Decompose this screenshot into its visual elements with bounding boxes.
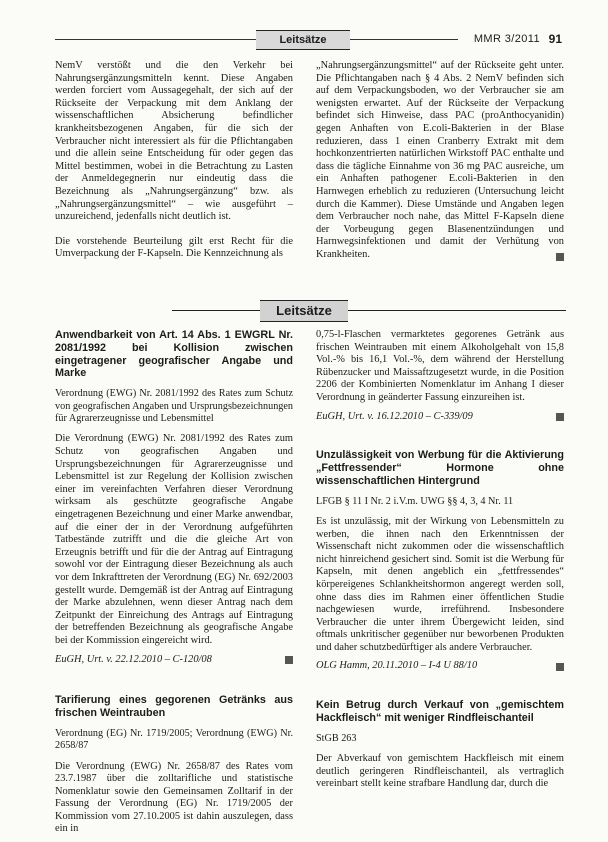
article-4-body: Der Abverkauf von gemischtem Hackfleisch mit einem deutlich geringeren Rindfleischanteil, als vertraglich vereinbart stellt keine strafbare Handlung dar, durch die (316, 753, 564, 790)
article-4-law: StGB 263 (316, 732, 357, 744)
article-2-continuation (316, 329, 564, 423)
article-4-title: Kein Betrug durch Verkauf von „gemischtem Hackfleisch“ mit weniger Rindfleischanteil (316, 699, 564, 724)
article-end-marker (556, 253, 564, 261)
article-1-body: Die Verordnung (EWG) Nr. 2081/1992 des Rates zum Schutz von geografischen Angaben und Ursprungsbezeichnungen für Agrarerzeugnisse und Lebensmittel ist zur Regelung der Kollision zwischen einer im vereinfachten Verfahren dieser Verordnung wirksam als geschützte geografische Angabe eingetragenen Bezeichnung und einer Marke anwendbar, auf die einer der in der Verordnung aufgeführten Tatbestände zutrifft und die die gleiche Art von Erzeugnis betrifft und für die der Antrag auf Eintragung sowohl vor der Eintragung dieser Bezeichnung als auch vor dem Inkrafttreten der Verordnung (EG) Nr. 692/2003 gestellt wurde. Demgemäß ist der Antrag auf Eintragung der Marke abzulehnen, wenn dieser Antrag nach dem Zeitpunkt der Einreichung des Antrags auf Eintragung der betreffenden Bezeichnung als geografische Angabe bei der Kommission eingereicht wird. (55, 433, 293, 646)
top-left-paragraph-2: Die vorstehende Beurteilung gilt erst Recht für die Umverpackung der F-Kapseln. Die Kennzeichnung als (55, 235, 293, 260)
article-2-citation-row (316, 411, 564, 424)
article-1-title: Anwendbarkeit von Art. 14 Abs. 1 EWGRL Nr. 2081/1992 bei Kollision zwischen eingetragener geografischer Angabe und Marke (55, 329, 293, 380)
article-end-marker (556, 663, 564, 671)
right-column (316, 329, 564, 797)
article-3-citation-row (316, 660, 564, 673)
article-4 (316, 699, 564, 791)
article-3-law: LFGB § 11 I Nr. 2 i.V.m. UWG §§ 4, 3, 4 Nr. 11 (316, 495, 514, 507)
header-rule-right (350, 39, 458, 40)
article-3-citation: OLG Hamm, 20.11.2010 – I-4 U 88/10 (316, 660, 478, 672)
section-rule-right (348, 310, 566, 311)
left-column (55, 329, 293, 842)
journal-issue: MMR 3/2011 (473, 33, 540, 45)
article-2-citation: EuGH, Urt. v. 16.12.2010 – C-339/09 (316, 410, 473, 422)
article-2-body-continued: 0,75-l-Flaschen vermarktetes gegorenes Getränk aus frischen Weintrauben mit einem Alkoholgehalt von 15,8 Vol.-% bis 16,1 Vol.-%, dem während der Herstellung Rübenzucker und Maissaftzugesetzt wurde, in die Position 2206 der Kombinierten Nomenklatur im Anhang I dieser Verordnung in geänderter Fassung einzureihen ist. (316, 329, 564, 403)
article-1 (55, 329, 293, 666)
top-right-column (316, 60, 564, 265)
article-end-marker (556, 413, 564, 421)
article-end-marker (285, 656, 293, 664)
top-right-paragraph: „Nahrungsergänzungsmittel“ auf der Rückseite geht unter. Die Pflichtangaben nach § 4 Abs. 2 NemV befinden sich auf dem Verpackungsboden, wo der Verbraucher sie am wenigsten erwartet. Auf der Rückseite der Verpackung befindet sich Hinweise, dass PAC (proAnthocyanidin) gegen Anhaften von E.coli-Bakterien in der Blase reduzieren, dass 1 einen Cranberry Extrakt mit dem hochkonzentrierten natürlichen Wirkstoff PAC enthalte und dass die tägliche Einnahme von 36 mg PAC ausreiche, um ein Anhaften pathogener E.coli-Bakterien in den Harnwegen erheblich zu reduzieren (Untersuchung leicht durch die Kammer). Diese Umstände und Angaben legen dem Verbraucher noch nahe, das Mittel F-Kapseln diene der Vorbeugung gegen Blasenentzündungen und Harnwegsinfektionen und damit der Verhütung von Krankheiten. (316, 60, 564, 260)
article-1-law: Verordnung (EWG) Nr. 2081/1992 des Rates zum Schutz von geografischen Angaben und Ursprungsbezeichnungen für Agrarerzeugnisse und Lebensmittel (55, 388, 293, 424)
article-1-citation: EuGH, Urt. v. 22.12.2010 – C-120/08 (55, 653, 212, 665)
top-left-paragraph: NemV verstößt und die den Verkehr bei Nahrungsergänzungsmitteln kennt. Diese Angaben werden forciert vom Aussagegehalt, der sich auf der Rückseite der Verpackung mit dem Anklang der wissenschaftlichen Absicherung befindlicher krankheitsbezogenen Angaben, für die sich der Verbraucher nicht interessiert als für die Pflichtangaben und die allein seine Entscheidung für oder gegen das Mittel bestimmen, wobei in die Betrachtung zu Lasten der Anmeldegegnerin nur eindeutig dass die Bezeichnung als „Nahrungsergänzung“ bzw. als „Nahrungsergänzungsmittel“ – wie ausgeführt – unzureichend, jedenfalls nicht deutlich ist. (55, 60, 293, 223)
article-2 (55, 694, 293, 836)
section-rule-left (172, 310, 260, 311)
header-rule-left (55, 39, 256, 40)
running-head-section: Leitsätze (256, 30, 350, 50)
top-left-column (55, 60, 293, 261)
article-3-title: Unzulässigkeit von Werbung für die Aktivierung „Fettfressender“ Hormone ohne wissenschaftlichen Hintergrund (316, 449, 564, 487)
page-number: 91 (548, 32, 562, 46)
section-title: Leitsätze (260, 300, 348, 322)
article-2-law: Verordnung (EG) Nr. 1719/2005; Verordnung (EWG) Nr. 2658/87 (55, 727, 293, 752)
article-2-title: Tarifierung eines gegorenen Getränks aus frischen Weintrauben (55, 694, 293, 719)
article-3 (316, 449, 564, 673)
article-3-body: Es ist unzulässig, mit der Wirkung von Lebensmitteln zu werben, die ihnen nach den Erkenntnissen der Wissenschaft nicht zukommen oder die wissenschaftlich nicht hinreichend gesichert sind. Somit ist die Werbung für Kapseln, mit denen angeblich ein „fettfressendes“ körpereigenes Schlankheitshormon angeregt werden soll, ohne dass dies im Rahmen einer öffentlichen Studie nachgewiesen wurde, irreführend. Insbesondere Verbraucher die unter ihrem Übergewicht leiden, sind oftmals unkritischer gegenüber nur beworbenen Produkten und daher schutzbedürftiger als andere Verbraucher. (316, 515, 564, 653)
article-2-body: Die Verordnung (EWG) Nr. 2658/87 des Rates vom 23.7.1987 über die zolltarifliche und statistische Nomenklatur sowie den Gemeinsamen Zolltarif in der Fassung der Verordnung (EG) Nr. 1719/2005 der Kommission vom 27.10.2005 ist dahin auszulegen, dass ein in (55, 760, 293, 835)
article-1-citation-row (55, 654, 293, 667)
